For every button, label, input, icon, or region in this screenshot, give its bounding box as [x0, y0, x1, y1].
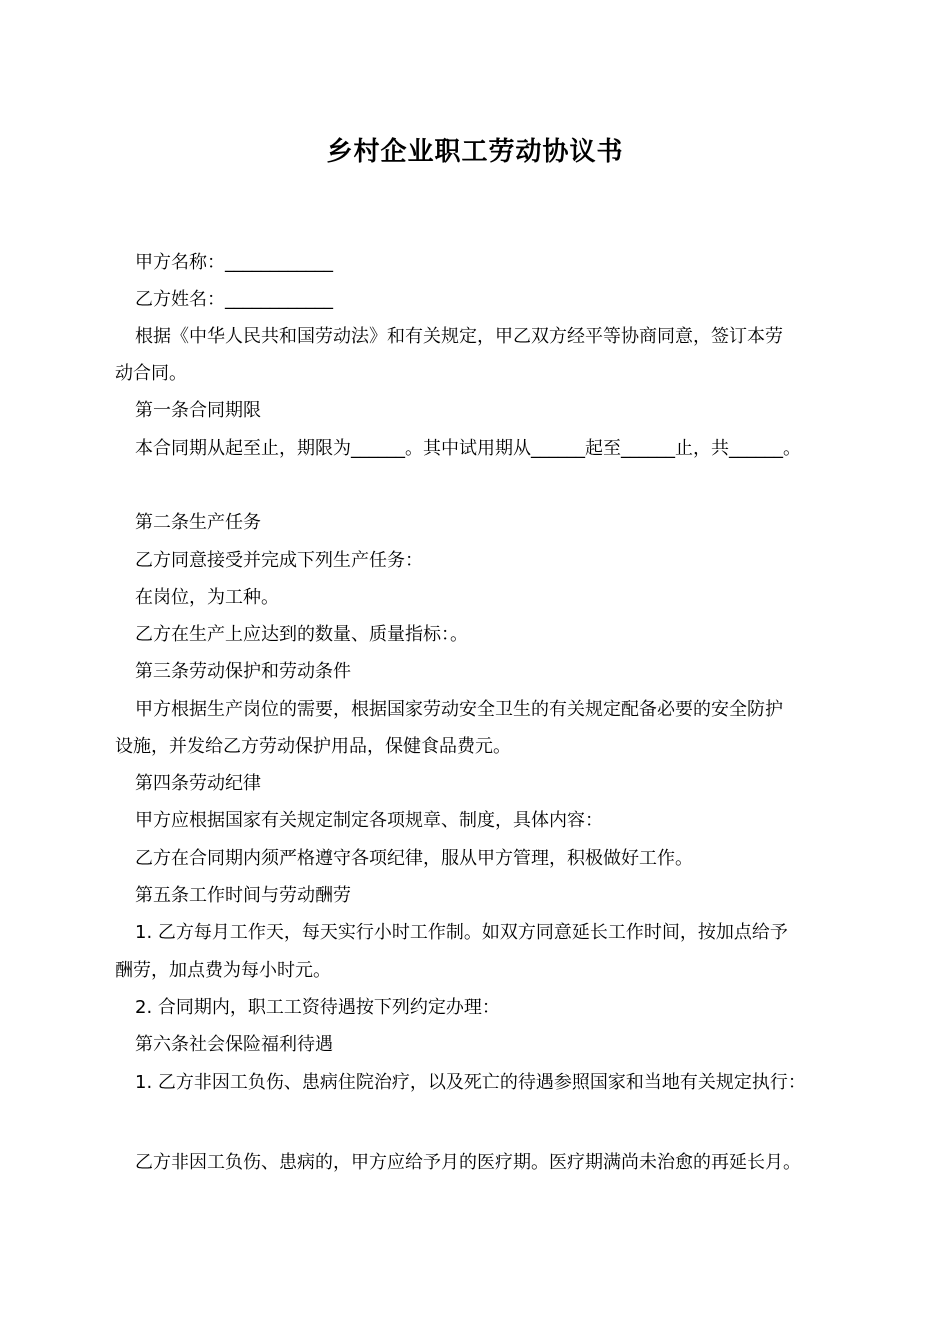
article-3-heading: 第三条劳动保护和劳动条件	[135, 661, 351, 682]
article-3-line-1: 甲方根据生产岗位的需要，根据国家劳动安全卫生的有关规定配备必要的安全防护	[135, 699, 783, 720]
article-3-line-2: 设施，并发给乙方劳动保护用品，保健食品费元。	[115, 736, 511, 757]
article-2-paragraph-2: 在岗位，为工种。	[135, 587, 279, 608]
preamble-line-1: 根据《中华人民共和国劳动法》和有关规定，甲乙双方经平等协商同意，签订本劳	[135, 326, 783, 347]
article-5-item-1-line-1: 1. 乙方每月工作天，每天实行小时工作制。如双方同意延长工作时间，按加点给予	[135, 922, 788, 943]
article-5-item-2: 2. 合同期内，职工工资待遇按下列约定办理：	[135, 997, 500, 1018]
article-2-paragraph-1: 乙方同意接受并完成下列生产任务：	[135, 550, 423, 571]
article-5-heading: 第五条工作时间与劳动酬劳	[135, 885, 351, 906]
article-2-heading: 第二条生产任务	[135, 512, 261, 533]
document-title: 乡村企业职工劳动协议书	[326, 137, 624, 167]
article-1-text: 本合同期从起至止，期限为______。其中试用期从______起至______止，共______。	[135, 438, 801, 459]
article-5-item-1-line-2: 酬劳，加点费为每小时元。	[115, 960, 331, 981]
article-4-paragraph-2: 乙方在合同期内须严格遵守各项纪律，服从甲方管理，积极做好工作。	[135, 848, 693, 869]
party-b-line	[135, 287, 333, 313]
article-6-item-1: 1. 乙方非因工负伤、患病住院治疗，以及死亡的待遇参照国家和当地有关规定执行：	[135, 1072, 806, 1093]
party-a-label: 甲方名称：	[135, 252, 225, 273]
party-a-blank: ____________	[225, 252, 333, 273]
article-2-paragraph-3: 乙方在生产上应达到的数量、质量指标：。	[135, 624, 468, 645]
article-6-heading: 第六条社会保险福利待遇	[135, 1034, 333, 1055]
party-b-blank: ____________	[225, 289, 333, 310]
article-1-heading: 第一条合同期限	[135, 400, 261, 421]
preamble-line-2: 动合同。	[115, 363, 187, 384]
article-4-paragraph-1: 甲方应根据国家有关规定制定各项规章、制度，具体内容：	[135, 810, 603, 831]
party-a-line	[135, 250, 333, 276]
article-4-heading: 第四条劳动纪律	[135, 773, 261, 794]
party-b-label: 乙方姓名：	[135, 289, 225, 310]
article-6-paragraph-2: 乙方非因工负伤、患病的，甲方应给予月的医疗期。医疗期满尚未治愈的再延长月。	[135, 1152, 801, 1173]
